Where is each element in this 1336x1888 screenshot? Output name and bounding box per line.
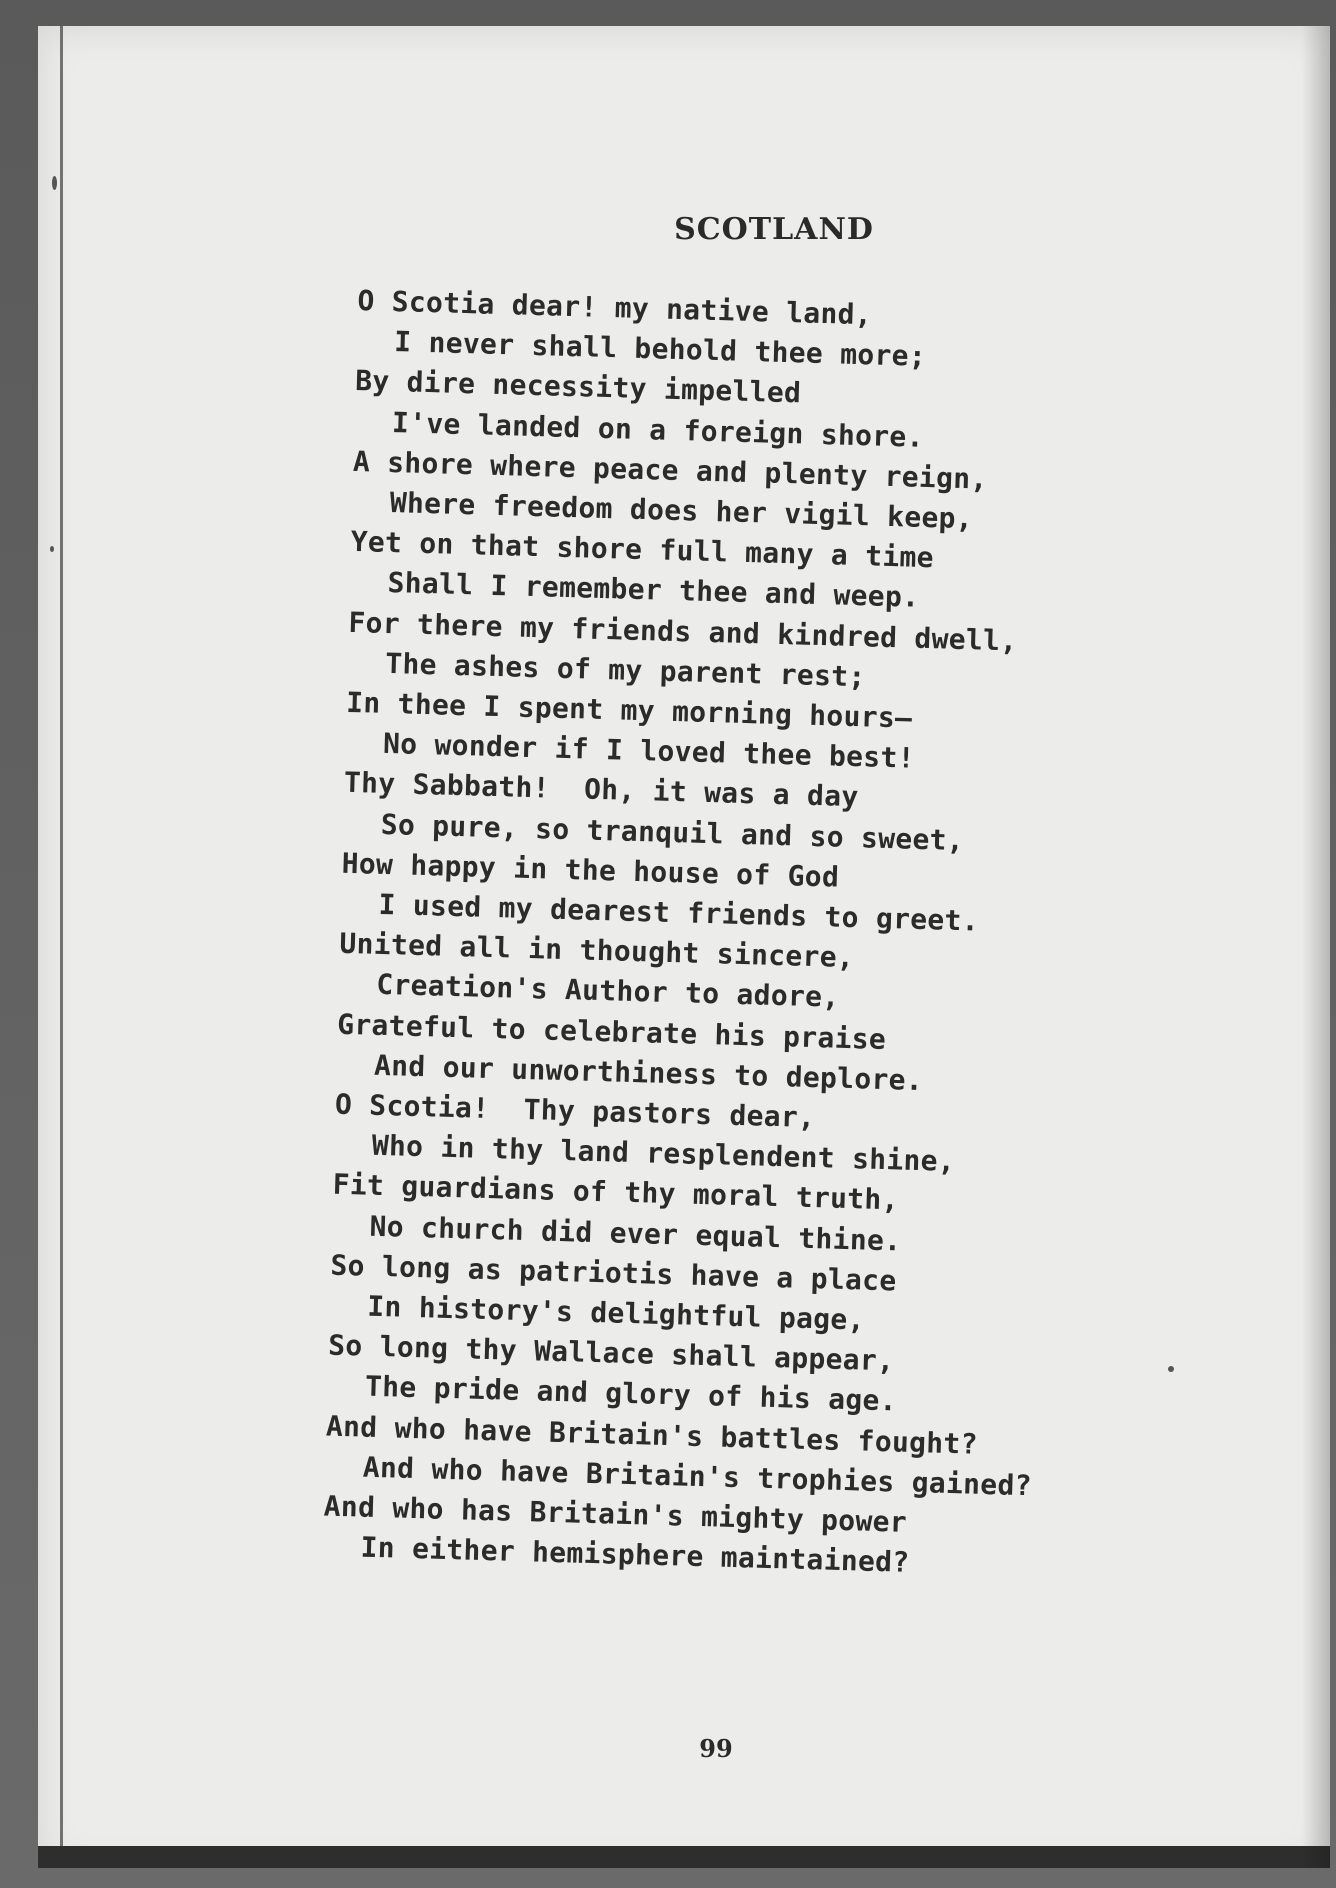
- dust-speck: [1168, 1366, 1174, 1372]
- poem-line: I never shall behold thee more;: [393, 325, 927, 374]
- page-bottom-edge: [38, 1846, 1330, 1868]
- poem-line: So long thy Wallace shall appear,: [327, 1328, 895, 1378]
- poem-line: For there my friends and kindred dwell,: [348, 605, 1018, 658]
- poem-body: [322, 281, 1158, 1589]
- poem-line: Creation's Author to adore,: [375, 968, 840, 1015]
- poem-line: United all in thought sincere,: [339, 926, 855, 975]
- poem-line: No wonder if I loved thee best!: [382, 727, 916, 775]
- poem-line: How happy in the house of God: [341, 846, 840, 894]
- poem-title: SCOTLAND: [674, 212, 874, 247]
- poem-line: O Scotia! Thy pastors dear,: [334, 1087, 816, 1135]
- poem-line: And who have Britain's battles fought?: [325, 1409, 979, 1461]
- poem-line: The pride and glory of his age.: [364, 1370, 898, 1418]
- poem-line: Where freedom does her vigil keep,: [389, 485, 974, 536]
- poem-line: In thee I spent my morning hours—: [345, 685, 913, 735]
- poem-line: I used my dearest friends to greet.: [378, 887, 980, 938]
- poem-line: And who has Britain's mighty power: [323, 1489, 908, 1539]
- poem-line: No church did ever equal thine.: [369, 1209, 902, 1258]
- poem-line: The ashes of my parent rest;: [384, 646, 867, 694]
- poem-line: Who in thy land resplendent shine,: [371, 1128, 956, 1179]
- poem-line: In history's delightful page,: [366, 1289, 866, 1337]
- poem-line: Grateful to celebrate his praise: [336, 1007, 887, 1056]
- poem-line: A shore where peace and plenty reign,: [352, 444, 989, 496]
- poem-line: Shall I remember thee and weep.: [387, 566, 920, 615]
- poem-line: So pure, so tranquil and so sweet,: [380, 807, 965, 857]
- poem-line: So long as patriotis have a place: [330, 1248, 897, 1298]
- page-number: 99: [699, 1734, 733, 1763]
- poem-line: Fit guardians of thy moral truth,: [332, 1168, 900, 1217]
- poem-line: O Scotia dear! my native land,: [356, 283, 873, 332]
- dust-speck: [50, 546, 54, 552]
- poem-line: I've landed on a foreign shore.: [391, 405, 925, 454]
- poem-line: Thy Sabbath! Oh, it was a day: [343, 766, 859, 814]
- poem-line: In either hemisphere maintained?: [360, 1530, 910, 1580]
- poem-line: And our unworthiness to deplore.: [373, 1048, 924, 1097]
- book-page: [38, 26, 1330, 1868]
- poem-line: And who have Britain's trophies gained?: [362, 1450, 1033, 1503]
- dust-speck: [52, 176, 57, 190]
- poem-line: By dire necessity impelled: [354, 364, 802, 410]
- poem-line: Yet on that shore full many a time: [350, 525, 935, 575]
